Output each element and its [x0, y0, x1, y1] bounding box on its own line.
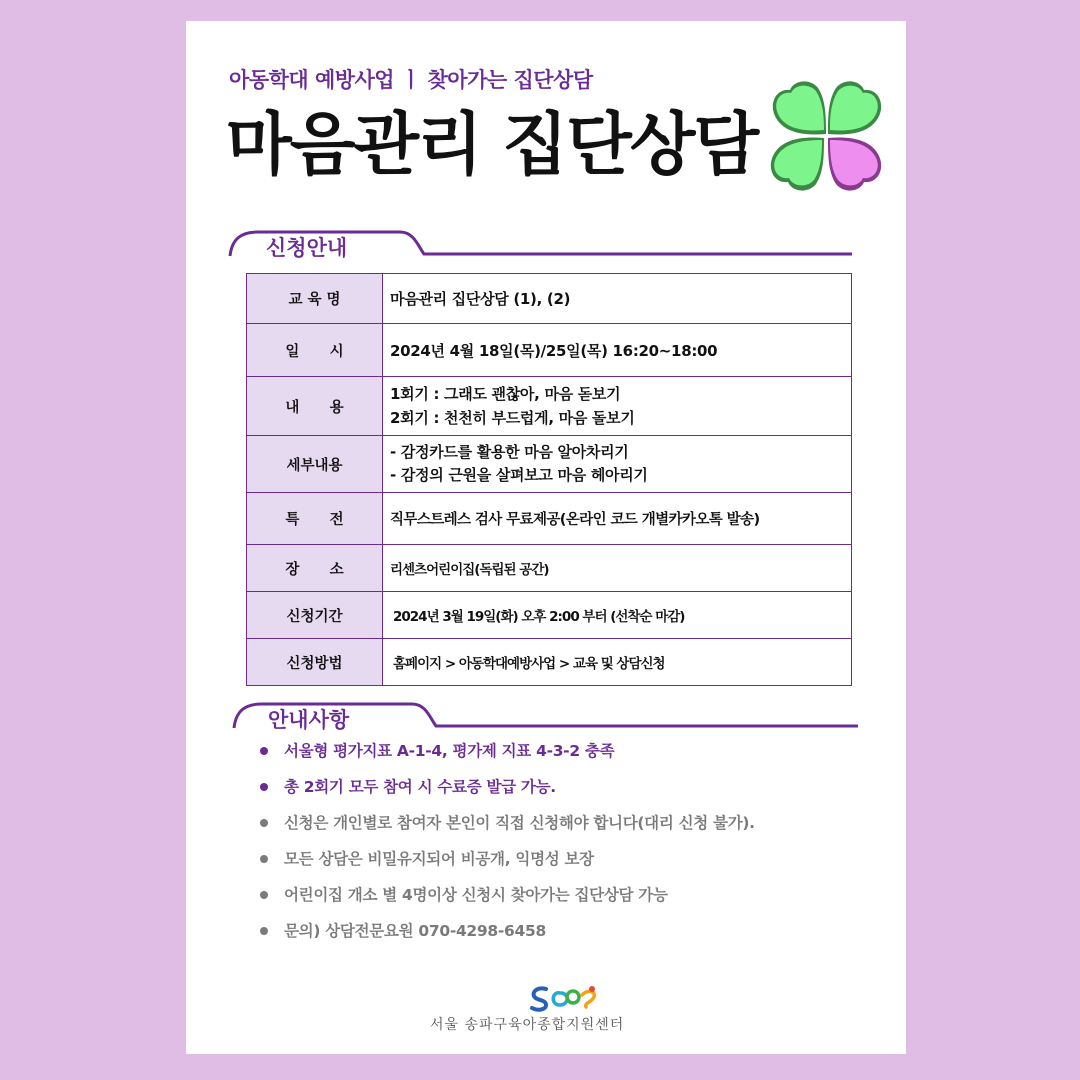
list-item — [258, 774, 755, 810]
row-value — [383, 377, 852, 436]
row-value: 2024년 4월 18일(목)/25일(목) 16:20~18:00 — [383, 324, 852, 377]
notice-text: 총 2회기 모두 참여 시 수료증 발급 가능. — [284, 778, 556, 796]
notice-text: 문의) 상담전문요원 070-4298-6458 — [284, 922, 546, 940]
notice-list — [258, 738, 755, 954]
table-row — [247, 436, 852, 493]
table-row — [247, 493, 852, 545]
row-value — [383, 436, 852, 493]
row-value: 직무스트레스 검사 무료제공(온라인 코드 개별카카오톡 발송) — [383, 493, 852, 545]
section-title-notice: 안내사항 — [268, 708, 350, 732]
list-item — [258, 882, 755, 918]
row-value: 홈페이지 > 아동학대예방사업 > 교육 및 상담신청 — [383, 639, 852, 686]
detail-line: - 감정의 근원을 살펴보고 마음 헤아리기 — [390, 466, 648, 484]
list-item — [258, 918, 755, 954]
section-title-application: 신청안내 — [266, 236, 348, 260]
notice-text: 신청은 개인별로 참여자 본인이 직접 신청해야 합니다(대리 신청 불가). — [284, 814, 755, 832]
row-label: 신청방법 — [247, 639, 383, 686]
list-item — [258, 810, 755, 846]
row-label: 특 전 — [247, 493, 383, 545]
row-value: 마음관리 집단상담 (1), (2) — [383, 274, 852, 324]
content-line: 1회기 : 그래도 괜찮아, 마음 돋보기 — [390, 385, 621, 403]
table-row — [247, 377, 852, 436]
row-label: 교 육 명 — [247, 274, 383, 324]
info-table — [246, 273, 852, 686]
detail-line: - 감정카드를 활용한 마음 알아차리기 — [390, 443, 629, 461]
clover-icon — [762, 74, 890, 198]
row-label: 장 소 — [247, 545, 383, 592]
row-label: 일 시 — [247, 324, 383, 377]
bullet-dot-icon — [260, 855, 268, 863]
table-row — [247, 274, 852, 324]
content-line: 2회기 : 천천히 부드럽게, 마음 돌보기 — [390, 409, 635, 427]
bullet-dot-icon — [260, 927, 268, 935]
bullet-dot-icon — [260, 783, 268, 791]
notice-text: 어린이집 개소 별 4명이상 신청시 찾아가는 집단상담 가능 — [284, 886, 668, 904]
notice-text: 서울형 평가지표 A-1-4, 평가제 지표 4-3-2 충족 — [284, 742, 615, 760]
table-row — [247, 592, 852, 639]
bullet-dot-icon — [260, 819, 268, 827]
table-row — [247, 639, 852, 686]
organization-logo — [526, 983, 608, 1013]
row-label: 신청기간 — [247, 592, 383, 639]
table-row — [247, 545, 852, 592]
row-value: 2024년 3월 19일(화) 오후 2:00 부터 (선착순 마감) — [383, 592, 852, 639]
row-label: 세부내용 — [247, 436, 383, 493]
poster-subtitle: 아동학대 예방사업 ㅣ 찾아가는 집단상담 — [229, 68, 593, 92]
row-value: 리센츠어린이집(독립된 공간) — [383, 545, 852, 592]
table-row — [247, 324, 852, 377]
bullet-dot-icon — [260, 891, 268, 899]
row-label: 내 용 — [247, 377, 383, 436]
notice-text: 모든 상담은 비밀유지되어 비공개, 익명성 보장 — [284, 850, 594, 868]
bullet-dot-icon — [260, 747, 268, 755]
organization-name: 서울 송파구육아종합지원센터 — [430, 1017, 625, 1033]
poster-title: 마음관리 집단상담 — [226, 106, 758, 185]
list-item — [258, 846, 755, 882]
list-item — [258, 738, 755, 774]
